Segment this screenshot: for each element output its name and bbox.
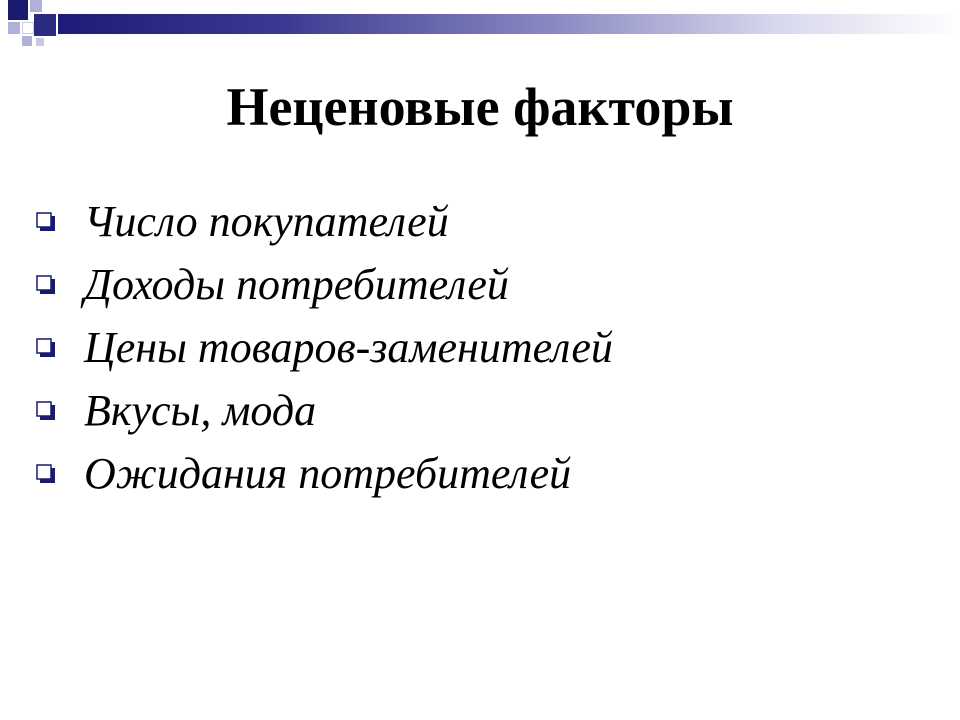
decorative-square: [8, 22, 20, 34]
bullet-text: Доходы потребителей: [84, 259, 509, 309]
decorative-square: [36, 38, 44, 46]
bullet-list: [36, 190, 613, 505]
square-bullet-icon: [36, 464, 56, 484]
list-item: [36, 253, 613, 316]
square-bullet-icon: [36, 275, 56, 295]
slide-title: Неценовые факторы: [226, 77, 734, 137]
square-bullet-icon: [36, 338, 56, 358]
bullet-text: Цены товаров-заменителей: [84, 322, 613, 372]
list-item: [36, 316, 613, 379]
decorative-square: [22, 22, 34, 34]
list-item: [36, 190, 613, 253]
bullet-text: Ожидания потребителей: [84, 448, 572, 498]
decorative-square: [34, 14, 56, 36]
list-item: [36, 379, 613, 442]
list-item: [36, 442, 613, 505]
square-bullet-icon: [36, 401, 56, 421]
decorative-square: [22, 36, 32, 46]
square-bullet-icon: [36, 212, 56, 232]
bullet-text: Число покупателей: [84, 196, 449, 246]
bullet-text: Вкусы, мода: [84, 385, 317, 435]
header-gradient-bar: [58, 14, 960, 34]
decorative-square: [30, 0, 42, 12]
decorative-square: [8, 0, 28, 20]
